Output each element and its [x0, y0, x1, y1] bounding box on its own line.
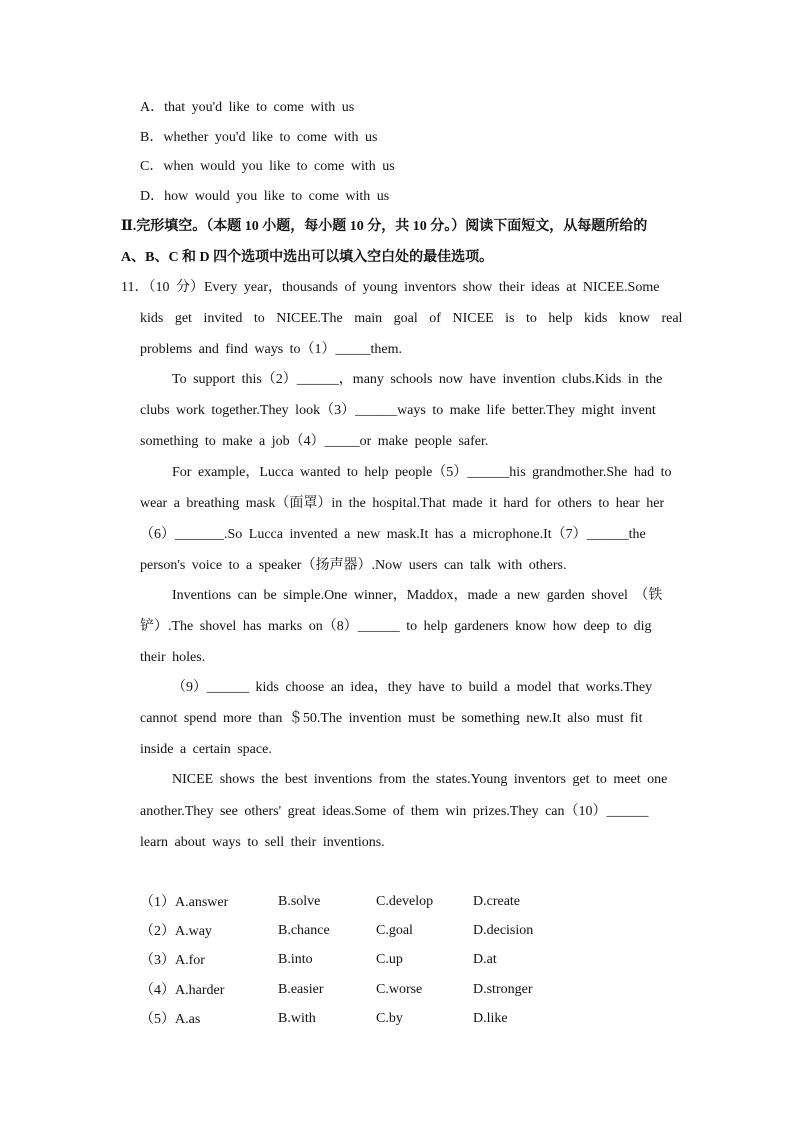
option-b: B．whether you'd like to come with us: [140, 130, 378, 145]
choice-option-c: C.goal: [376, 923, 413, 938]
choice-option-c: C.worse: [376, 982, 423, 997]
passage-line: their holes.: [140, 650, 206, 665]
passage-line: To support this（2）______，many schools now have invention clubs.Kids in the: [172, 372, 663, 387]
choice-option-c: C.up: [376, 952, 403, 967]
choice-option-d: D.create: [473, 894, 521, 909]
passage-line: Inventions can be simple.One winner，Maddox，made a new garden shovel （铁: [172, 588, 663, 603]
option-c: C．when would you like to come with us: [140, 159, 395, 174]
passage-line: problems and find ways to（1）_____them.: [140, 342, 403, 357]
passage-line: kids get invited to NICEE.The main goal of NICEE is to help kids know real: [140, 311, 683, 326]
choice-option-d: D.stronger: [473, 982, 533, 997]
passage-line: For example，Lucca wanted to help people（5）______his grandmother.She had to: [172, 465, 672, 480]
passage-line: 铲）.The shovel has marks on（8）______ to help gardeners know how deep to dig: [140, 619, 652, 634]
choice-option-b: B.solve: [278, 894, 321, 909]
passage-line: （6）_______.So Lucca invented a new mask.It has a microphone.It（7）______the: [140, 527, 646, 542]
passage-line: NICEE shows the best inventions from the states.Young inventors get to meet one: [172, 772, 668, 787]
choice-option-d: D.decision: [473, 923, 534, 938]
choice-option-b: B.easier: [278, 982, 324, 997]
choice-option-a: （1）A.answer: [140, 895, 229, 910]
option-d: D．how would you like to come with us: [140, 189, 390, 204]
choice-option-c: C.develop: [376, 894, 434, 909]
choice-option-b: B.into: [278, 952, 313, 967]
passage-line: learn about ways to sell their inventions.: [140, 835, 385, 850]
passage-line: person's voice to a speaker（扬声器）.Now users can talk with others.: [140, 558, 567, 573]
choice-option-a: （5）A.as: [140, 1012, 201, 1027]
choice-option-d: D.like: [473, 1011, 508, 1026]
section-heading-line1: Ⅱ.完形填空。（本题 10 小题，每小题 10 分，共 10 分。）阅读下面短文，从每题所给的: [121, 219, 648, 234]
option-a: A．that you'd like to come with us: [140, 100, 355, 115]
choice-option-b: B.with: [278, 1011, 316, 1026]
passage-line: inside a certain space.: [140, 742, 272, 757]
choice-option-c: C.by: [376, 1011, 403, 1026]
passage-line: 11．（10 分）Every year，thousands of young inventors show their ideas at NICEE.Some: [121, 280, 660, 295]
passage-line: （9）______ kids choose an idea，they have to build a model that works.They: [172, 680, 653, 695]
choice-option-a: （4）A.harder: [140, 983, 225, 998]
passage-line: cannot spend more than ＄50.The invention must be something new.It also must fit: [140, 711, 643, 726]
choice-option-d: D.at: [473, 952, 497, 967]
choice-option-a: （2）A.way: [140, 924, 212, 939]
passage-line: wear a breathing mask（面罩）in the hospital.That made it hard for others to hear her: [140, 496, 665, 511]
choice-option-b: B.chance: [278, 923, 330, 938]
section-heading-line2: A、B、C 和 D 四个选项中选出可以填入空白处的最佳选项。: [121, 250, 494, 265]
passage-line: clubs work together.They look（3）______ways to make life better.They might invent: [140, 403, 656, 418]
passage-line: another.They see others' great ideas.Some of them win prizes.They can（10）______: [140, 804, 649, 819]
choice-option-a: （3）A.for: [140, 953, 205, 968]
passage-line: something to make a job（4）_____or make people safer.: [140, 434, 489, 449]
